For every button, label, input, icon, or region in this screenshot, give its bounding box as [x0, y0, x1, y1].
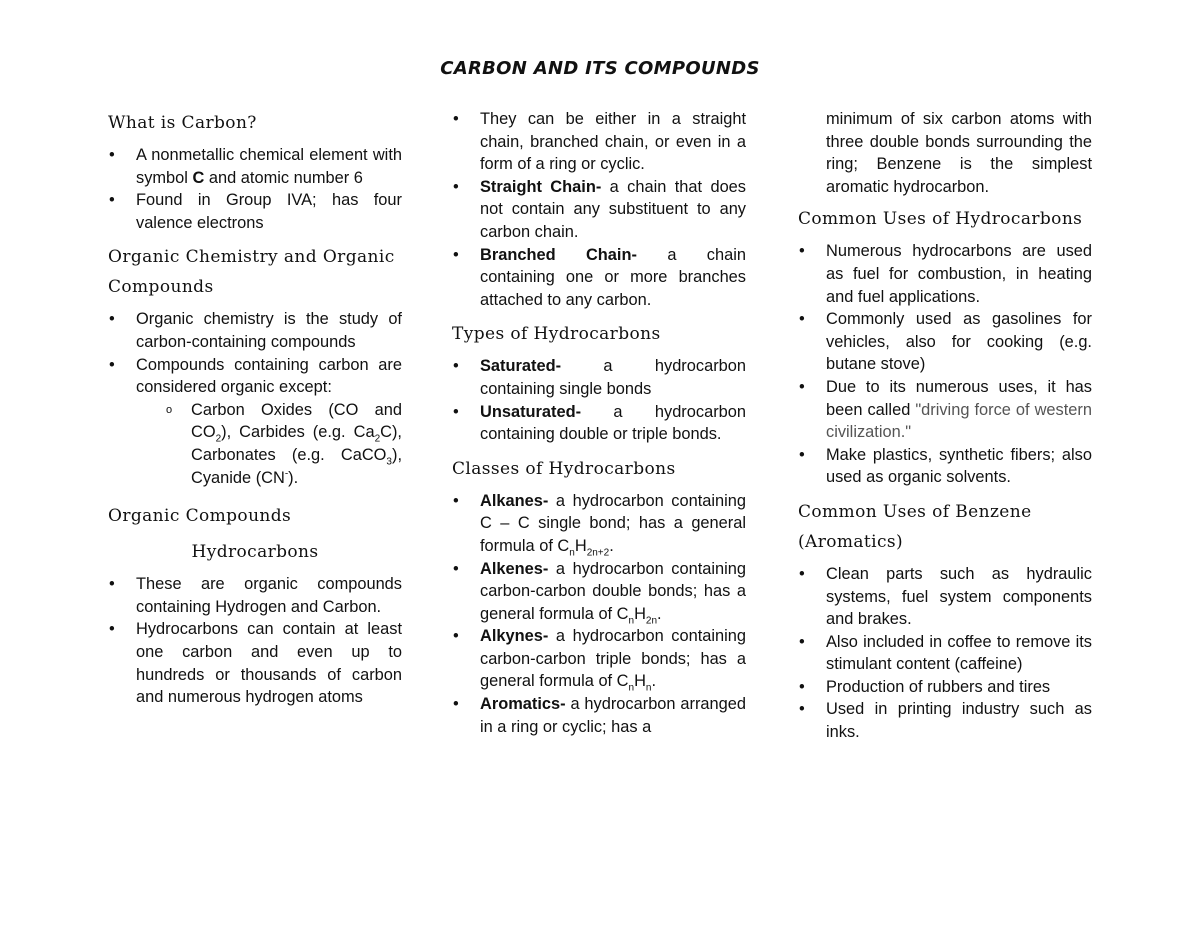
list-item: • Used in printing industry such as inks. — [798, 698, 1092, 743]
classes-list — [452, 490, 746, 739]
hydrocarbons-list — [108, 573, 402, 709]
column-middle — [452, 108, 746, 746]
types-list — [452, 355, 746, 445]
list-item: • Commonly used as gasolines for vehicles, also for cooking (e.g. butane stove) — [798, 308, 1092, 376]
list-item-alkynes: • Alkynes- a hydrocarbon containing carbon-carbon triple bonds; has a general formula of $C_nH_n$. — [452, 625, 746, 693]
section-heading-uses-benzene: Common Uses of Benzene (Aromatics) — [798, 501, 1032, 552]
list-item: • Saturated- a hydrocarbon containing single bonds — [452, 355, 746, 400]
column-left — [108, 108, 402, 717]
section-heading-types: Types of Hydrocarbons — [452, 324, 661, 345]
page-title: CARBON AND ITS COMPOUNDS — [440, 58, 760, 79]
section-heading-classes: Classes of Hydrocarbons — [452, 458, 676, 479]
list-item: • Hydrocarbons can contain at least one carbon and even up to hundreds or thousands of carbon and numerous hydrogen atoms — [108, 618, 402, 708]
organic-list — [108, 308, 402, 489]
section-heading-organic-chemistry: Organic Chemistry and Organic Compounds — [108, 247, 395, 298]
list-item: • These are organic compounds containing Hydrogen and Carbon. — [108, 573, 402, 618]
list-item-alkenes: • Alkenes- a hydrocarbon containing carbon-carbon double bonds; has a general formula of $C_nH_{2n}$. — [452, 558, 746, 626]
section-heading-uses-hydrocarbons: Common Uses of Hydrocarbons — [798, 209, 1083, 230]
section-heading-organic-compounds: Organic Compounds — [108, 506, 292, 527]
list-item: • Also included in coffee to remove its stimulant content (caffeine) — [798, 631, 1092, 676]
what-is-carbon-list — [108, 144, 402, 234]
list-item-alkanes: • Alkanes- a hydrocarbon containing C – C single bond; has a general formula of $C_nH_{2n+2}$. — [452, 490, 746, 558]
list-item: • Compounds containing carbon are considered organic except: — [108, 354, 402, 399]
sub-list-item-exceptions: o Carbon Oxides (CO and $CO_2$), Carbides (e.g. $Ca_2C$), Carbonates (e.g. CaCO$_3$), Cyanide (CN-). — [108, 399, 402, 489]
list-item: • Numerous hydrocarbons are used as fuel for combustion, in heating and fuel applications. — [798, 240, 1092, 308]
list-item-aromatics: • Aromatics- a hydrocarbon arranged in a ring or cyclic; has a — [452, 693, 746, 738]
uses-benzene-list — [798, 563, 1092, 744]
list-item: • Clean parts such as hydraulic systems, fuel system components and brakes. — [798, 563, 1092, 631]
list-item: • Unsaturated- a hydrocarbon containing double or triple bonds. — [452, 401, 746, 446]
list-item: • Make plastics, synthetic fibers; also used as organic solvents. — [798, 444, 1092, 489]
list-item: • They can be either in a straight chain, branched chain, or even in a form of a ring or cyclic. — [452, 108, 746, 176]
list-item: • Straight Chain- a chain that does not contain any substituent to any carbon chain. — [452, 176, 746, 244]
section-heading-what-is-carbon: What is Carbon? — [108, 113, 257, 133]
section-heading-hydrocarbons: Hydrocarbons — [191, 542, 319, 563]
list-item: • Branched Chain- a chain containing one or more branches attached to any carbon. — [452, 244, 746, 312]
list-item: • Production of rubbers and tires — [798, 676, 1092, 699]
list-item: • A nonmetallic chemical element with symbol C and atomic number 6 — [108, 144, 402, 189]
chain-list — [452, 108, 746, 311]
column-right — [798, 108, 1092, 752]
uses-hydrocarbons-list — [798, 240, 1092, 489]
list-item: • Due to its numerous uses, it has been called "driving force of western civilization." — [798, 376, 1092, 444]
list-item: • Found in Group IVA; has four valence electrons — [108, 189, 402, 234]
aromatics-continuation: minimum of six carbon atoms with three double bonds surrounding the ring; Benzene is the simplest aromatic hydrocarbon. — [826, 110, 1092, 196]
list-item: • Organic chemistry is the study of carbon-containing compounds — [108, 308, 402, 353]
